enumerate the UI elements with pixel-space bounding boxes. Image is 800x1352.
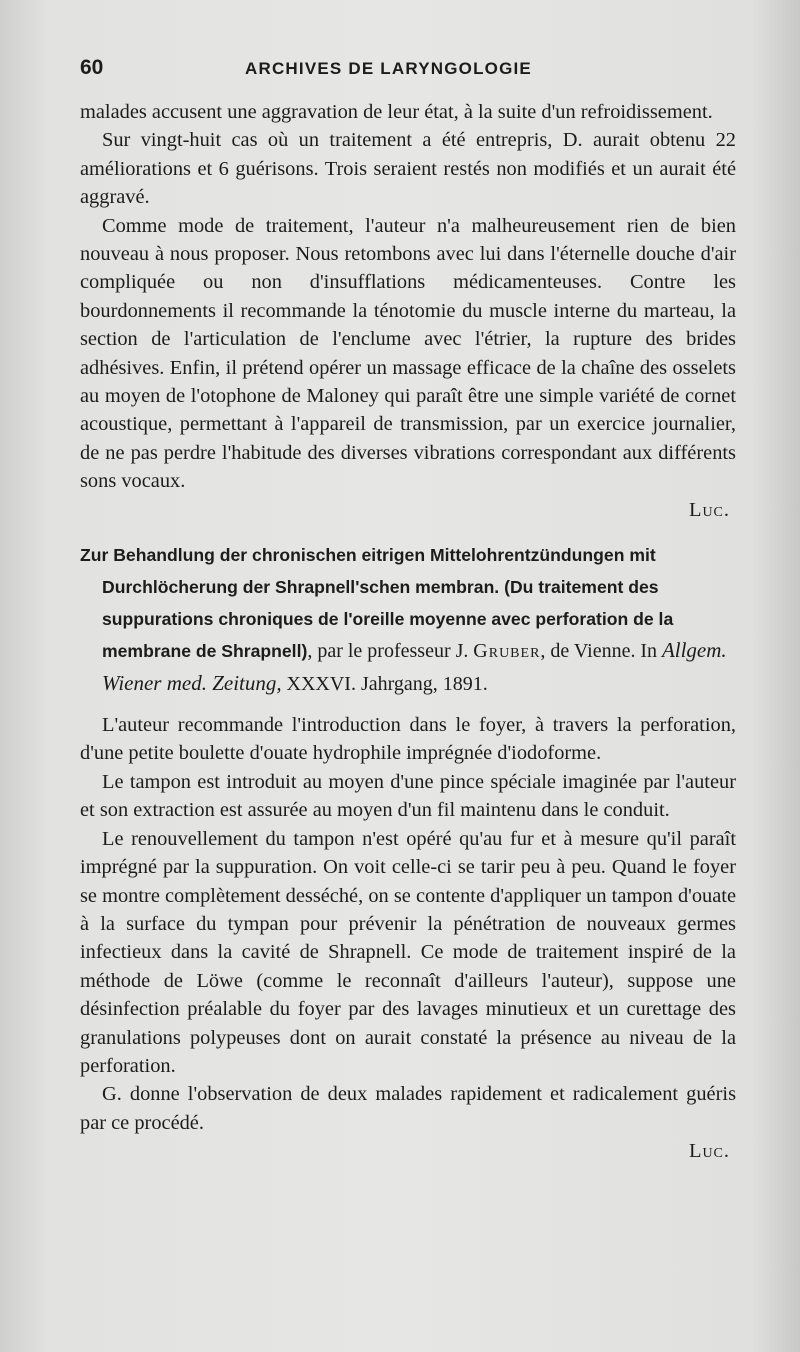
- review2-title-in: In: [640, 640, 658, 663]
- page-body: [80, 98, 736, 1166]
- review2-title-text: Zur Behandlung der chronischen eitrigen Mittelohrentzündungen mit Durchlöcherung der Shrapnell'schen membran. (Du traitement des suppurations chroniques de l'oreille moyenne avec perforation de la membrane de Shrapnell): [80, 545, 674, 662]
- review2-paragraph-4: G. donne l'observation de deux malades rapidement et radicalement guéris par ce procédé.: [80, 1083, 736, 1134]
- review2-paragraph-1: L'auteur recommande l'introduction dans le foyer, à travers la perforation, d'une petite boulette d'ouate hydrophile imprégnée d'iodoforme.: [80, 714, 736, 765]
- review2-paragraph-3: Le renouvellement du tampon n'est opéré qu'au fur et à mesure qu'il paraît imprégné par la suppuration. On voit celle-ci se tarir peu à peu. Quand le foyer se montre complètement desséché, on se contente d'appliquer un tampon d'ouate à la surface du tympan pour prévenir la pénétration de nouveaux germes infectieux dans la cavité de Shrapnell. Ce mode de traitement inspiré de la méthode de Löwe (comme le reconnaît d'ailleurs l'auteur), suppose une désinfection préalable du foyer par des lavages minutieux et un curettage des granulations polypeuses dont on aurait constaté la présence au niveau de la perforation.: [80, 827, 736, 1077]
- review1-paragraph-2: Sur vingt-huit cas où un traitement a été entrepris, D. aurait obtenu 22 améliorations et 6 guérisons. Trois seraient restés non modifiés et un aurait été aggravé.: [80, 129, 736, 209]
- review2-title-author-pre: , par le professeur J.: [307, 640, 469, 663]
- page-number: 60: [80, 56, 104, 79]
- running-head: ARCHIVES DE LARYNGOLOGIE: [245, 59, 532, 78]
- review1-signature: Luc.: [688, 498, 730, 521]
- page-header: [80, 56, 734, 86]
- review2-title-author-post: , de Vienne.: [540, 640, 636, 663]
- review1-paragraph-1: malades accusent une aggravation de leur état, à la suite d'un refroidissement.: [80, 101, 713, 123]
- review2-signature: Luc.: [688, 1140, 730, 1163]
- review2-journal: Allgem. Wiener med. Zeitung,: [102, 638, 727, 696]
- review2-author-name: Gruber: [473, 640, 541, 663]
- review2-title: [80, 540, 736, 701]
- review1-paragraph-3: Comme mode de traitement, l'auteur n'a malheureusement rien de bien nouveau à nous proposer. Nous retombons avec lui dans l'éternelle douche d'air compliquée ou non d'insufflations médicamenteuses. Contre les bourdonnements il recommande la ténotomie du muscle interne du marteau, la section de l'articulation de l'enclume avec l'étrier, la rupture des brides adhésives. Enfin, il prétend opérer un massage efficace de la chaîne des osselets au moyen de l'otophone de Maloney qui paraît être une simple variété de cornet acoustique, permettant à l'appareil de transmission, par un exercice journalier, de ne pas perdre l'habitude des diverses vibrations correspondant aux différents sons vocaux.: [80, 214, 736, 493]
- review2-volume: XXXVI. Jahrgang, 1891.: [286, 673, 488, 696]
- review2-paragraph-2: Le tampon est introduit au moyen d'une pince spéciale imaginée par l'auteur et son extraction est assurée au moyen d'un fil maintenu dans le conduit.: [80, 770, 736, 822]
